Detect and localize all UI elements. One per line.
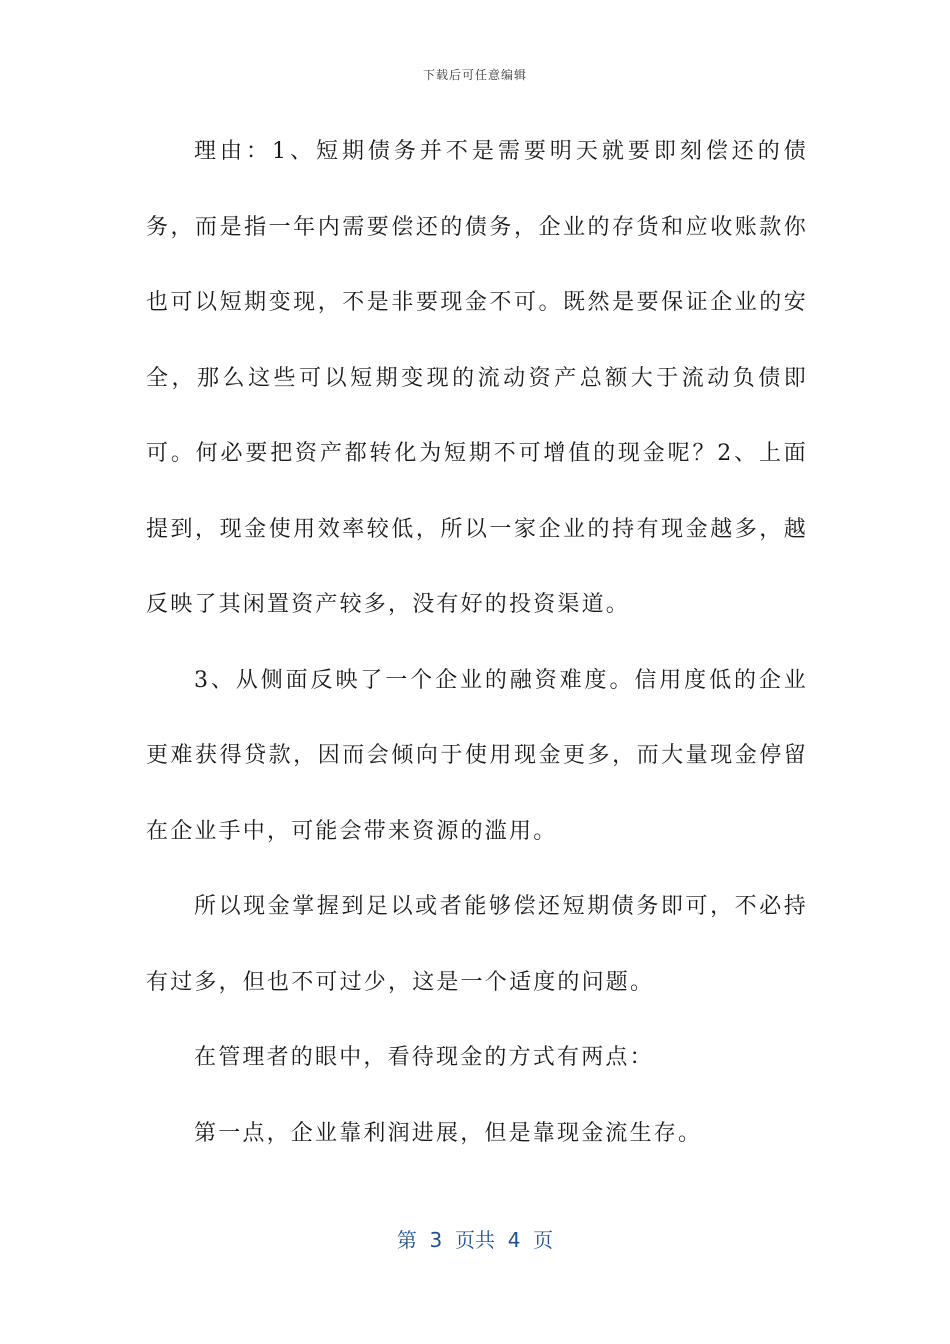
paragraph-financing-difficulty: 3、从侧面反映了一个企业的融资难度。信用度低的企业更难获得贷款，因而会倾向于使用现金更多，而大量现金停留在企业手中，可能会带来资源的滥用。 (146, 667, 808, 844)
paragraph-manager-view: 在管理者的眼中，看待现金的方式有两点： (194, 1045, 654, 1070)
paragraph-reasons: 理由：1、短期债务并不是需要明天就要即刻偿还的债务，而是指一年内需要偿还的债务，企业的存货和应收账款你也可以短期变现，不是非要现金不可。既然是要保证企业的安全，那么这些可以短期变现的流动资产总额大于流动负债即可。何必要把资产都转化为短期不可增值的现金呢？2、上面提到，现金使用效率较低，所以一家企业的持有现金越多，越反映了其闲置资产较多，没有好的投资渠道。 (146, 139, 808, 617)
paragraph-point-one: 第一点，企业靠利润进展，但是靠现金流生存。 (194, 1120, 703, 1146)
page-number-footer: 第 3 页共 4 页 (396, 1228, 554, 1252)
paragraph-conclusion: 所以现金掌握到足以或者能够偿还短期债务即可，不必持有过多，但也不可过少，这是一个适度的问题。 (146, 894, 808, 995)
page-header: 下载后可任意编辑 (422, 68, 527, 82)
document-body (146, 114, 808, 1171)
